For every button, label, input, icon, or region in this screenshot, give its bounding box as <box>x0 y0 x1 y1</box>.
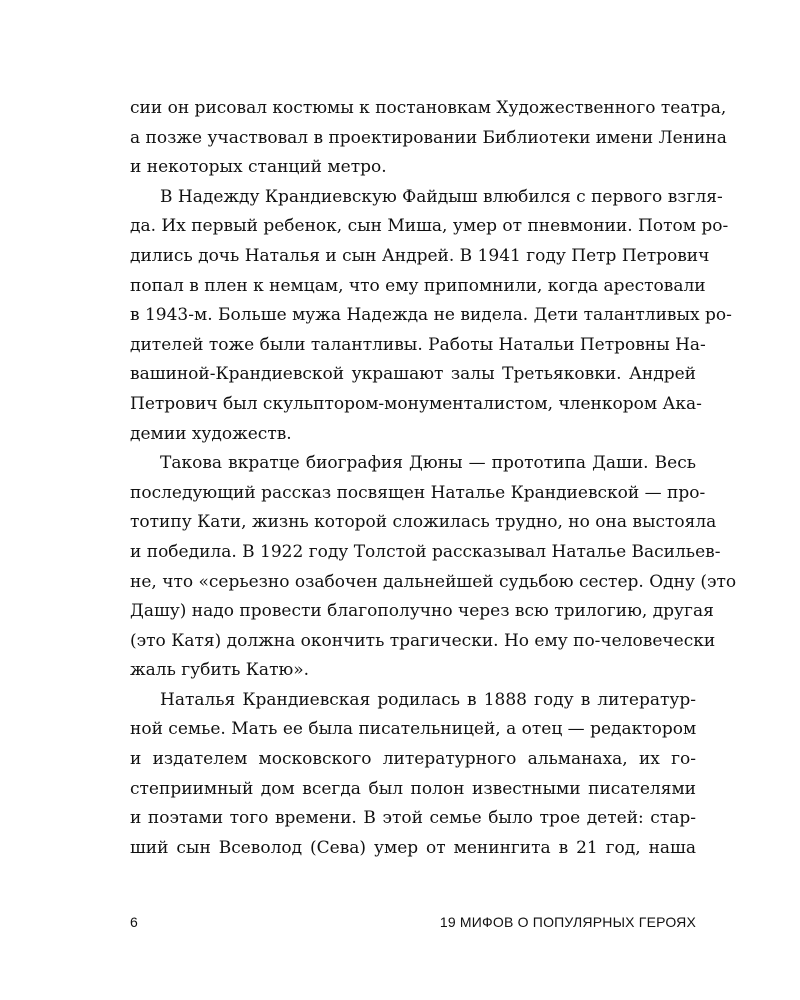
page-footer <box>130 914 696 938</box>
text-line: и поэтами того времени. В этой семье было трое детей: стар- <box>130 808 696 829</box>
text-line: да. Их первый ребенок, сын Миша, умер от пневмонии. Потом ро- <box>130 216 729 237</box>
text-line: Такова вкратце биография Дюны — прототипа Даши. Весь <box>160 453 696 474</box>
text-line: Петрович был скульптором-монументалистом, членкором Ака- <box>130 393 702 414</box>
text-line: и издателем московского литературного альманаха, их го- <box>130 749 696 770</box>
paragraph <box>130 686 696 864</box>
text-line: вашиной-Крандиевской украшают залы Третьяковки. Андрей <box>130 364 696 385</box>
text-line: не, что «серьезно озабочен дальнейшей судьбою сестер. Одну (это <box>130 571 737 592</box>
text-line: В Надежду Крандиевскую Файдыш влюбился с первого взгля- <box>160 186 723 207</box>
text-line: дились дочь Наталья и сын Андрей. В 1941 году Петр Петрович <box>130 245 710 266</box>
text-line: а позже участвовал в проектировании Библиотеки имени Ленина <box>130 127 727 148</box>
text-line: жаль губить Катю». <box>130 660 310 681</box>
text-line: тотипу Кати, жизнь которой сложилась трудно, но она выстояла <box>130 512 717 533</box>
text-line: сии он рисовал костюмы к постановкам Художественного театра, <box>130 98 727 118</box>
text-line: демии художеств. <box>130 423 292 444</box>
text-line: последующий рассказ посвящен Наталье Крандиевской — про- <box>130 482 706 503</box>
text-line: и победила. В 1922 году Толстой рассказывал Наталье Васильев- <box>130 541 721 562</box>
running-title: 19 МИФОВ О ПОПУЛЯРНЫХ ГЕРОЯХ <box>439 914 696 930</box>
paragraph <box>130 183 732 449</box>
text-line: Дашу) надо провести благополучно через всю трилогию, другая <box>130 601 714 622</box>
text-line: ной семье. Мать ее была писательницей, а отец — редактором <box>130 719 697 740</box>
text-line: и некоторых станций метро. <box>130 157 387 178</box>
text-line: попал в плен к немцам, что ему припомнили, когда арестовали <box>130 275 706 296</box>
text-line: Наталья Крандиевская родилась в 1888 году в литератур- <box>160 689 696 710</box>
text-line: в 1943-м. Больше мужа Надежда не видела. Дети талантливых ро- <box>130 305 732 326</box>
page-number: 6 <box>130 914 138 930</box>
text-line: дителей тоже были талантливы. Работы Натальи Петровны На- <box>130 334 706 355</box>
body-text <box>130 94 737 863</box>
paragraph <box>130 94 727 183</box>
paragraph <box>130 449 737 686</box>
text-line: (это Катя) должна окончить трагически. Но ему по-человечески <box>130 630 716 651</box>
text-line: ший сын Всеволод (Сева) умер от менингита в 21 год, наша <box>130 837 696 858</box>
text-line: степриимный дом всегда был полон известными писателями <box>130 778 696 799</box>
